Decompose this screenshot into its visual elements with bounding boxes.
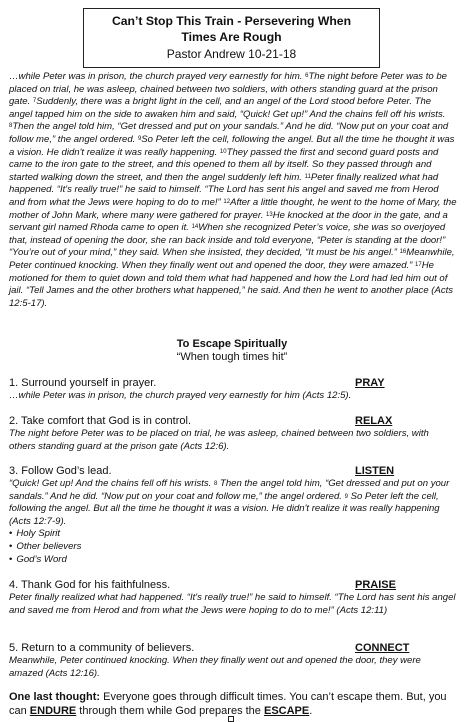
point-keyword: RELAX — [355, 415, 393, 427]
point-heading — [9, 578, 457, 592]
verse-number: 13 — [266, 211, 273, 218]
point-scripture: The night before Peter was to be placed on trial, he was asleep, chained between two soldiers, with others standing guard at the prison gate (Acts 12:6). — [9, 428, 429, 452]
keyword-endure: ENDURE — [29, 705, 77, 717]
final-thought-text: . — [309, 705, 313, 717]
point-label: 1. Surround yourself in prayer. — [9, 377, 157, 389]
sermon-subtitle: Pastor Andrew 10-21-18 — [166, 47, 297, 61]
point-heading — [9, 641, 457, 655]
verse-text: Meanwhile, Peter continued knocking. When they finally went out and opened the door, they were amazed.” — [9, 247, 455, 271]
verse-text: Peter finally realized what had happened. “It's really true!” he said to himself. “The Lord has sent his angel and saved me from Herod and from what the Jews were hoping to do to me!” — [9, 171, 439, 208]
section-subheading: “When tough times hit” — [176, 351, 288, 363]
scripture-text: “Quick! Get up! And the chains fell off his wrists. — [9, 478, 214, 489]
final-thought — [9, 690, 461, 718]
point-scripture: …while Peter was in prison, the church prayed very earnestly for him (Acts 12:5). — [9, 390, 352, 401]
point-keyword: PRAISE — [355, 579, 396, 591]
verse-number: 9 — [137, 135, 142, 142]
final-thought-lead: One last thought: — [9, 691, 101, 703]
point-keyword: CONNECT — [355, 642, 410, 654]
verse-number: 14 — [191, 224, 199, 231]
point-scripture: Peter finally realized what had happened. “It's really true!” he said to himself. “The Lord has sent his angel and saved me from Herod and from what the Jews were hoping to do to me!” (Acts 12:11) — [9, 592, 456, 616]
verse-number: 7 — [32, 98, 37, 105]
point-scripture — [9, 478, 457, 528]
section-heading: To Escape Spiritually — [176, 338, 288, 350]
scripture-text: So Peter left the cell, following the angel. But all the time he thought it was a vision. He didn't realize it was really happening (Acts 12:7-9). — [9, 490, 440, 527]
verse-text: When she recognized Peter’s voice, she was so overjoyed that, instead of opening the door, she ran back inside and told everyone, “Peter is standing at the door!” “You’re out of your mind,” they said. When she insisted, they decided, “It must be his angel.” — [9, 222, 446, 259]
verse-text: So Peter left the cell, following the angel. But all the time he thought it was a vision. He didn't realize it was really happening. — [9, 133, 455, 158]
point-pray — [9, 376, 457, 403]
point-keyword: PRAY — [355, 377, 385, 389]
title-line-1: Can’t Stop This Train - Persevering When — [111, 14, 352, 28]
verse-number: 11 — [304, 173, 311, 180]
final-thought-text: Everyone goes through difficult times. You can’t escape them. But, you can — [9, 691, 447, 717]
point-label: 4. Thank God for his faithfulness. — [9, 579, 171, 591]
verse-text: He motioned for them to quiet down and told them what had happened and how the Lord had led him out of jail. “Tell James and the other brothers what happened,” he said. And then he went to another place (Acts 12:5-17). — [9, 259, 454, 309]
verse-number: 6 — [305, 73, 309, 79]
list-item: • Other believers — [9, 541, 457, 554]
point-label: 3. Follow God’s lead. — [9, 465, 112, 477]
verse-text: Then the angel told him, “Get dressed and put on your sandals.” And he did. “Now put on your coat and follow me,” the angel ordered. — [9, 121, 449, 145]
verse-text: He knocked at the door in the gate, and a servant girl named Rhoda came to open it. — [9, 209, 448, 234]
verse-number: 16 — [399, 249, 407, 256]
page-marker-icon — [228, 716, 234, 722]
point-keyword: LISTEN — [355, 465, 395, 477]
point-heading — [9, 376, 457, 390]
verse-number: 8 — [214, 481, 218, 487]
verse-text: After a little thought, he went to the home of Mary, the mother of John Mark, where many were gathered for prayer. — [9, 196, 457, 221]
verse-number: 9 — [344, 493, 348, 500]
scripture-passage — [9, 71, 457, 310]
verse-number: 12 — [223, 198, 231, 205]
point-heading — [9, 414, 457, 428]
verse-number: 8 — [9, 123, 13, 130]
keyword-escape: ESCAPE — [263, 705, 310, 717]
point-label: 2. Take comfort that God is in control. — [9, 415, 191, 427]
passage-lead: …while Peter was in prison, the church prayed very earnestly for him. — [9, 71, 306, 82]
verse-number: 17 — [415, 261, 422, 268]
point-scripture: Meanwhile, Peter continued knocking. When they finally went out and opened the door, they were amazed (Acts 12:16). — [9, 655, 421, 679]
verse-text: The night before Peter was to be placed on trial, he was asleep, chained between two soldiers, with others standing guard at the prison gate. — [9, 71, 447, 108]
verse-text: They passed the first and second guard posts and came to the iron gate to the street, and this opened to them all by itself. So they passed through and started walking down the street, and then the angel suddenly left him. — [9, 146, 439, 183]
scripture-text: Then the angel told him, “Get dressed and put on your sandals.” And he did. “Now put on your coat and follow me,” the angel ordered. — [9, 478, 450, 502]
list-item: • God’s Word — [9, 554, 457, 567]
point-label: 5. Return to a community of believers. — [9, 642, 195, 654]
final-thought-text: through them while God prepares the — [76, 705, 264, 717]
list-item: • Holy Spirit — [9, 528, 457, 541]
title-box — [83, 8, 380, 68]
point-connect — [9, 641, 457, 680]
point-relax — [9, 414, 457, 453]
lead-sources-list — [9, 528, 457, 566]
point-listen — [9, 464, 457, 566]
point-heading — [9, 464, 457, 478]
verse-text: Suddenly, there was a bright light in the cell, and an angel of the Lord stood before Peter. The angel tapped him on the side to awaken him and said, “Quick! Get up!” And the chains fell off his wrists. — [9, 96, 446, 120]
title-line-2: Times Are Rough — [181, 30, 282, 44]
verse-number: 10 — [219, 148, 227, 155]
point-praise — [9, 578, 457, 617]
